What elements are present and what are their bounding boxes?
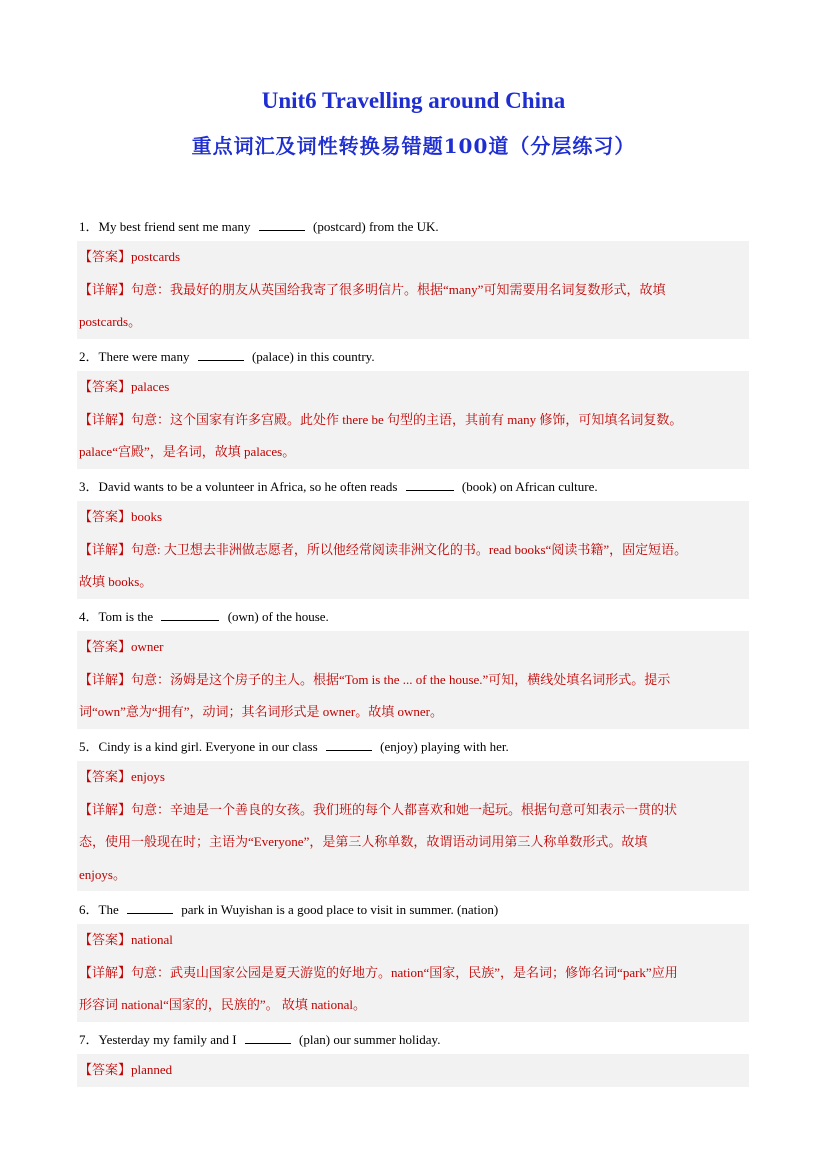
detail-line xyxy=(77,957,749,990)
answer-block-6 xyxy=(77,924,749,1022)
answer-block-4 xyxy=(77,631,749,729)
question-text: 4．Tom is the xyxy=(79,609,157,624)
question-text: 1．My best friend sent me many xyxy=(79,219,254,234)
answer-tag: 【答案】 xyxy=(79,1063,132,1078)
detail-tag: 【详解】 xyxy=(79,965,132,981)
answer-value: palaces xyxy=(131,379,170,394)
question-6 xyxy=(79,899,759,918)
answer-value: postcards xyxy=(131,249,181,264)
answer-block-2 xyxy=(77,371,749,469)
answer-tag: 【答案】 xyxy=(79,380,132,395)
question-5 xyxy=(79,736,759,755)
answer-blank xyxy=(198,348,244,361)
answer-line xyxy=(77,761,749,794)
question-text: (plan) our summer holiday. xyxy=(295,1032,441,1047)
question-text: (postcard) from the UK. xyxy=(309,219,439,234)
answer-blank xyxy=(161,608,219,621)
detail-line: enjoys。 xyxy=(79,866,126,882)
question-1 xyxy=(79,216,759,235)
question-text: 2．There were many xyxy=(79,349,193,364)
answer-tag: 【答案】 xyxy=(79,933,132,948)
answer-blank xyxy=(326,738,372,751)
answer-line xyxy=(77,371,749,404)
answer-tag: 【答案】 xyxy=(79,640,132,655)
answer-line xyxy=(77,631,749,664)
detail-tag: 【详解】 xyxy=(79,412,132,428)
answer-line xyxy=(77,1054,749,1087)
detail-line xyxy=(77,404,749,437)
question-text: park in Wuyishan is a good place to visit in summer. (nation) xyxy=(177,902,499,917)
question-text: (enjoy) playing with her. xyxy=(376,739,509,754)
answer-block-1 xyxy=(77,241,749,339)
detail-text: 句意：武夷山国家公园是夏天游览的好地方。nation“国家，民族”，是名词；修饰名词“park”应用 xyxy=(131,964,678,980)
question-7 xyxy=(79,1029,759,1048)
answer-value: books xyxy=(131,509,163,524)
answer-value: planned xyxy=(131,1062,173,1077)
detail-line: palace“宫殿”，是名词，故填 palaces。 xyxy=(79,444,296,460)
detail-line: 词“own”意为“拥有”，动词；其名词形式是 owner。故填 owner。 xyxy=(79,704,443,720)
detail-line: 形容词 national“国家的，民族的”。 故填 national。 xyxy=(79,997,367,1013)
question-2 xyxy=(79,346,759,365)
question-text: 5．Cindy is a kind girl. Everyone in our class xyxy=(79,739,321,754)
question-text: 7．Yesterday my family and I xyxy=(79,1032,240,1047)
answer-line xyxy=(77,241,749,274)
answer-line xyxy=(77,924,749,957)
answer-value: enjoys xyxy=(131,769,165,784)
detail-line: postcards。 xyxy=(79,314,142,330)
detail-text: 句意：汤姆是这个房子的主人。根据“Tom is the ... of the house.”可知，横线处填名词形式。提示 xyxy=(131,671,671,687)
detail-tag: 【详解】 xyxy=(79,672,132,688)
question-3 xyxy=(79,476,759,495)
answer-value: national xyxy=(131,932,173,947)
question-4 xyxy=(79,606,759,625)
document-title: Unit6 Travelling around China xyxy=(261,88,566,113)
detail-tag: 【详解】 xyxy=(79,282,132,298)
detail-line xyxy=(77,794,749,827)
answer-blank xyxy=(406,478,454,491)
answer-tag: 【答案】 xyxy=(79,250,132,265)
detail-tag: 【详解】 xyxy=(79,542,132,558)
detail-line: 故填 books。 xyxy=(79,574,153,590)
document-subtitle: 重点词汇及词性转换易错题100道（分层练习） xyxy=(191,134,636,158)
detail-text: 句意：辛迪是一个善良的女孩。我们班的每个人都喜欢和她一起玩。根据句意可知表示一贯的状 xyxy=(131,801,678,817)
question-text: (book) on African culture. xyxy=(458,479,598,494)
answer-tag: 【答案】 xyxy=(79,510,132,525)
detail-line: 态，使用一般现在时；主语为“Everyone”，是第三人称单数，故谓语动词用第三人称单数形式。故填 xyxy=(79,834,648,850)
answer-blank xyxy=(127,901,173,914)
answer-blank xyxy=(259,218,305,231)
question-text: (own) of the house. xyxy=(224,609,329,624)
answer-block-7 xyxy=(77,1054,749,1087)
answer-block-5 xyxy=(77,761,749,891)
question-text: 6．The xyxy=(79,902,122,917)
detail-line xyxy=(77,534,749,567)
answer-block-3 xyxy=(77,501,749,599)
detail-text: 句意：我最好的朋友从英国给我寄了很多明信片。根据“many”可知需要用名词复数形式，故填 xyxy=(131,281,666,297)
answer-value: owner xyxy=(131,639,164,654)
detail-line xyxy=(77,274,749,307)
answer-blank xyxy=(245,1031,291,1044)
detail-text: 句意: 大卫想去非洲做志愿者，所以他经常阅读非洲文化的书。read books“阅读书籍”，固定短语。 xyxy=(131,541,688,557)
question-text: 3．David wants to be a volunteer in Africa, so he often reads xyxy=(79,479,401,494)
detail-tag: 【详解】 xyxy=(79,802,132,818)
answer-line xyxy=(77,501,749,534)
question-text: (palace) in this country. xyxy=(248,349,375,364)
answer-tag: 【答案】 xyxy=(79,770,132,785)
detail-text: 句意：这个国家有许多宫殿。此处作 there be 句型的主语，其前有 many 修饰，可知填名词复数。 xyxy=(131,411,683,427)
detail-line xyxy=(77,664,749,697)
